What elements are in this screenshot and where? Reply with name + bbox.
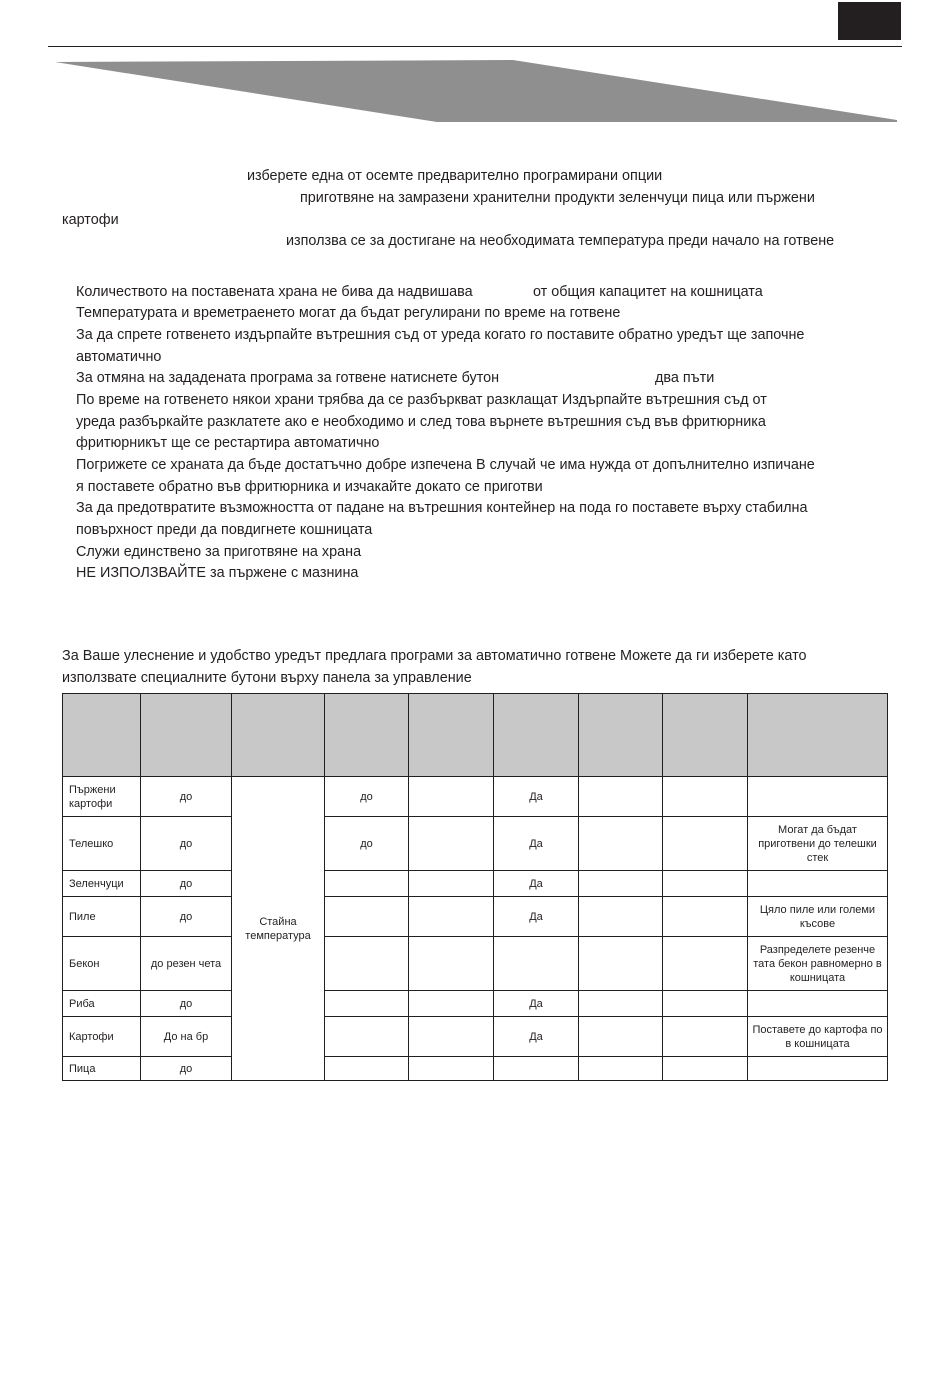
- table-header-cell: [494, 694, 579, 777]
- table-cell: [325, 871, 409, 897]
- food-name-cell: Телешко: [63, 817, 141, 871]
- food-name-cell: Пиле: [63, 897, 141, 937]
- table-cell: [579, 1057, 663, 1081]
- table-header-cell: [748, 694, 888, 777]
- intro-line: използва се за достигане на необходимата температура преди начало на готвене: [286, 233, 835, 249]
- note-item: По време на готвенето някои храни трябва да се разбъркват разклащат Издърпайте вътрешния съд от: [76, 392, 767, 408]
- table-cell: [494, 937, 579, 991]
- table-cell: Да: [494, 897, 579, 937]
- note-cell: [748, 777, 888, 817]
- table-cell: [579, 777, 663, 817]
- programs-table: [62, 693, 888, 1081]
- quantity-cell: до: [141, 1057, 232, 1081]
- table-cell: [579, 937, 663, 991]
- food-name-cell: Пържени картофи: [63, 777, 141, 817]
- table-header-cell: [663, 694, 748, 777]
- table-cell: [409, 1057, 494, 1081]
- quantity-cell: до: [141, 777, 232, 817]
- table-cell: [663, 1017, 748, 1057]
- table-header-cell: [409, 694, 494, 777]
- table-cell: Да: [494, 817, 579, 871]
- food-name-cell: Риба: [63, 991, 141, 1017]
- quantity-cell: до: [141, 897, 232, 937]
- food-name-cell: Картофи: [63, 1017, 141, 1057]
- programs-intro-line: използвате специалните бутони върху панела за управление: [62, 670, 472, 686]
- table-header-cell: [141, 694, 232, 777]
- food-name-cell: Зеленчуци: [63, 871, 141, 897]
- table-cell: [579, 991, 663, 1017]
- temperature-cell: Стайна температура: [232, 777, 325, 1081]
- table-cell: до: [325, 777, 409, 817]
- note-item: Служи единствено за приготвяне на храна: [76, 544, 362, 560]
- table-cell: [494, 1057, 579, 1081]
- table-row: [63, 897, 888, 937]
- note-cell: Поставете до картофа по в кошницата: [748, 1017, 888, 1057]
- table-cell: [579, 1017, 663, 1057]
- table-cell: [409, 991, 494, 1017]
- table-cell: [579, 871, 663, 897]
- table-cell: [663, 817, 748, 871]
- quantity-cell: до резен чета: [141, 937, 232, 991]
- table-header-cell: [232, 694, 325, 777]
- note-item: уреда разбъркайте разклатете ако е необходимо и след това върнете вътрешния съд във фритюрника: [76, 414, 766, 430]
- table-row: [63, 1017, 888, 1057]
- table-cell: до: [325, 817, 409, 871]
- table-row: [63, 937, 888, 991]
- note-item: НЕ ИЗПОЛЗВАЙТЕ за пържене с мазнина: [76, 565, 359, 581]
- table-cell: [409, 777, 494, 817]
- section-title-banner: [55, 60, 897, 124]
- table-cell: [409, 1017, 494, 1057]
- table-cell: [409, 871, 494, 897]
- note-item: За да спрете готвенето издърпайте вътрешния съд от уреда когато го поставите обратно уредът ще започне: [76, 327, 805, 343]
- table-cell: [325, 937, 409, 991]
- note-item: За отмяна на зададената програма за готвене натиснете бутон: [76, 370, 500, 386]
- food-name-cell: Пица: [63, 1057, 141, 1081]
- table-row: [63, 817, 888, 871]
- table-cell: [663, 937, 748, 991]
- intro-line: изберете една от осемте предварително програмирани опции: [247, 168, 663, 184]
- page-number-tab: [838, 2, 901, 40]
- note-item: Погрижете се храната да бъде достатъчно добре изпечена В случай че има нужда от допълнително изпичане: [76, 457, 815, 473]
- note-item: от общия капацитет на кошницата: [533, 284, 763, 300]
- table-cell: [579, 817, 663, 871]
- note-cell: Разпределете резенче тата бекон равномерно в кошницата: [748, 937, 888, 991]
- intro-line: картофи: [62, 212, 119, 228]
- table-cell: Да: [494, 991, 579, 1017]
- header-rule: [48, 46, 902, 47]
- table-cell: [325, 991, 409, 1017]
- note-item: я поставете обратно във фритюрника и изчакайте докато се приготви: [76, 479, 543, 495]
- table-cell: [325, 1057, 409, 1081]
- note-item: Температурата и времетраенето могат да бъдат регулирани по време на готвене: [76, 305, 621, 321]
- table-cell: Да: [494, 1017, 579, 1057]
- quantity-cell: до: [141, 817, 232, 871]
- quantity-cell: До на бр: [141, 1017, 232, 1057]
- table-cell: [409, 937, 494, 991]
- quantity-cell: до: [141, 991, 232, 1017]
- note-item: За да предотвратите възможността от падане на вътрешния контейнер на пода го поставете върху стабилна: [76, 500, 808, 516]
- table-cell: [325, 897, 409, 937]
- note-cell: Могат да бъдат приготвени до телешки стек: [748, 817, 888, 871]
- note-item: автоматично: [76, 349, 162, 365]
- table-header-cell: [579, 694, 663, 777]
- table-row: [63, 1057, 888, 1081]
- table-header-cell: [63, 694, 141, 777]
- table-cell: Да: [494, 777, 579, 817]
- table-cell: Да: [494, 871, 579, 897]
- note-item: Количеството на поставената храна не бива да надвишава: [76, 284, 473, 300]
- programs-intro-line: За Ваше улеснение и удобство уредът предлага програми за автоматично готвене Можете да ги изберете като: [62, 648, 807, 664]
- table-cell: [663, 991, 748, 1017]
- table-row: [63, 991, 888, 1017]
- table-header-row: [63, 694, 888, 777]
- note-cell: [748, 1057, 888, 1081]
- table-cell: [579, 897, 663, 937]
- note-cell: [748, 871, 888, 897]
- table-cell: [409, 817, 494, 871]
- table-cell: [325, 1017, 409, 1057]
- table-row: [63, 871, 888, 897]
- food-name-cell: Бекон: [63, 937, 141, 991]
- note-item: повърхност преди да повдигнете кошницата: [76, 522, 373, 538]
- note-cell: Цяло пиле или големи късове: [748, 897, 888, 937]
- quantity-cell: до: [141, 871, 232, 897]
- table-cell: [409, 897, 494, 937]
- table-header-cell: [325, 694, 409, 777]
- table-row: [63, 777, 888, 817]
- table-cell: [663, 897, 748, 937]
- table-cell: [663, 777, 748, 817]
- note-cell: [748, 991, 888, 1017]
- note-item: фритюрникът ще се рестартира автоматично: [76, 435, 380, 451]
- table-cell: [663, 871, 748, 897]
- intro-line: приготвяне на замразени хранителни продукти зеленчуци пица или пържени: [300, 190, 815, 206]
- table-cell: [663, 1057, 748, 1081]
- note-item: два пъти: [655, 370, 715, 386]
